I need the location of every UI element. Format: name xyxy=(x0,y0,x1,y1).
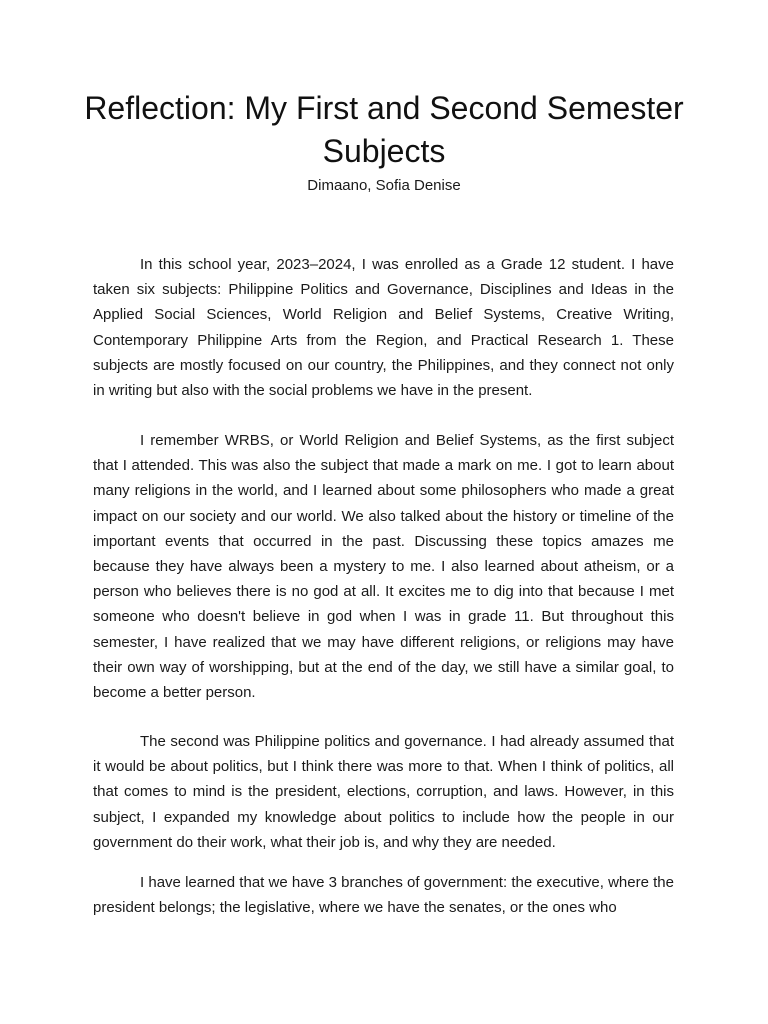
body-paragraph: The second was Philippine politics and governance. I had already assumed that it would be about politics, but I think there was more to that. When I think of politics, all that comes to mind is the president, elections, corruption, and laws. However, in this subject, I expanded my knowledge about politics to include how the people in our government do their work, what their job is, and why they are needed. xyxy=(93,733,674,851)
author-name: Dimaano, Sofia Denise xyxy=(307,177,461,194)
body-paragraph: In this school year, 2023–2024, I was enrolled as a Grade 12 student. I have taken six subjects: Philippine Politics and Governance, Disciplines and Ideas in the Applied Social Sciences, World Religion and Belief Systems, Creative Writing, Contemporary Philippine Arts from the Region, and Practical Research 1. These subjects are mostly focused on our country, the Philippines, and they connect not only in writing but also with the social problems we have in the present. xyxy=(93,256,674,400)
body-paragraph: I have learned that we have 3 branches of government: the executive, where the president belongs; the legislative, where we have the senates, or the ones who xyxy=(93,874,674,917)
body-paragraph: I remember WRBS, or World Religion and Belief Systems, as the first subject that I attended. This was also the subject that made a mark on me. I got to learn about many religions in the world, and I learned about some philosophers who made a great impact on our society and our world. We also talked about the history or timeline of the important events that occurred in the past. Discussing these topics amazes me because they have always been a mystery to me. I also learned about atheism, or a person who believes there is no god at all. It excites me to dig into that because I met someone who doesn't believe in god when I was in grade 11. But throughout this semester, I have realized that we may have different religions, or religions may have their own way of worshipping, but at the end of the day, we still have a similar goal, to become a better person. xyxy=(93,432,674,702)
document-title: Reflection: My First and Second Semester Subjects xyxy=(84,90,684,169)
